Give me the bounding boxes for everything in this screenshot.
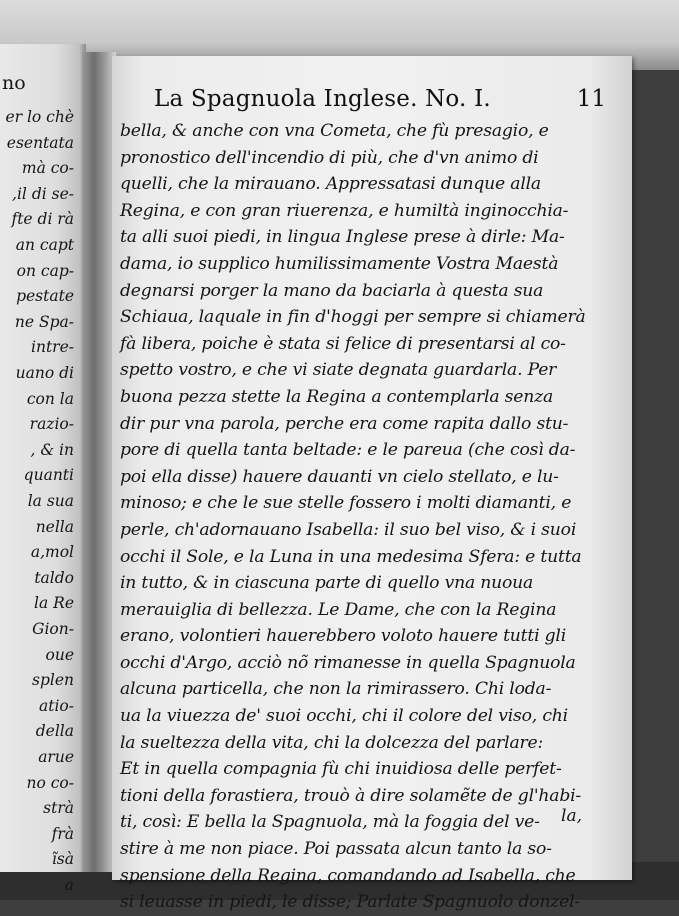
text-line: Et in quella compagnia fù chi inuidiosa delle perfet- <box>120 759 562 780</box>
left-page-line: strà <box>43 799 74 818</box>
left-page <box>0 44 86 894</box>
text-line: poi ella disse) hauere dauanti vn cielo stellato, e lu- <box>120 466 559 487</box>
text-line: la sueltezza della vita, chi la dolcezza del parlare: <box>120 732 544 753</box>
left-page-line: ne Spa- <box>14 312 74 331</box>
text-line: dir pur vna parola, perche era come rapita dallo stu- <box>120 413 569 434</box>
text-line: dama, io supplico humilissimamente Vostra Maestà <box>120 253 559 274</box>
left-page-line: quanti <box>23 466 74 485</box>
text-line: perle, ch'adornauano Isabella: il suo bel viso, & i suoi <box>120 519 577 540</box>
left-page-line: mà co- <box>21 159 74 178</box>
text-line: ua la viuezza de' suoi occhi, chi il colore del viso, chi <box>120 706 568 727</box>
left-page-line: della <box>35 722 74 741</box>
text-line: occhi il Sole, e la Luna in una medesima Sfera: e tutta <box>120 546 582 567</box>
left-page-heading: no <box>2 72 26 94</box>
left-page-line: razio- <box>29 415 74 434</box>
left-page-line: con la <box>26 389 74 408</box>
left-page-line: er lo chè <box>5 108 74 126</box>
left-page-line: la sua <box>27 492 74 510</box>
right-page <box>112 56 632 913</box>
text-line: Regina, e con gran riuerenza, e humiltà inginocchia- <box>120 200 569 221</box>
left-page-line: fte di rà <box>11 210 74 229</box>
left-page-line: no co- <box>26 773 74 792</box>
text-line: pore di quella tanta beltade: e le pareua (che così da- <box>120 440 576 461</box>
left-page-line: pestate <box>16 287 74 306</box>
left-page-line: Gion- <box>32 620 74 638</box>
left-page-line: a <box>64 876 74 894</box>
left-page-line: , & in <box>30 440 74 459</box>
text-line: fà libera, poiche è stata si felice di presentarsi al co- <box>120 333 566 354</box>
left-page-line: taldo <box>34 568 74 587</box>
left-page-line: arue <box>38 748 74 766</box>
text-line: spensione della Regina, comandando ad Isabella, che <box>120 865 576 886</box>
running-head-title: La Spagnuola Inglese. No. I. <box>154 86 491 112</box>
book-gutter <box>82 52 116 872</box>
text-line: buona pezza stette la Regina a contemplarla senza <box>120 386 554 407</box>
text-line: erano, volontieri hauerebbero voloto hauere tutti gli <box>120 626 567 647</box>
text-line: ti, così: E bella la Spagnuola, mà la foggia del ve- <box>120 812 540 833</box>
text-line: stire à me non piace. Poi passata alcun tanto la so- <box>120 839 552 860</box>
text-line: pronostico dell'incendio di più, che d'vn animo di <box>120 147 539 168</box>
text-line: alcuna particella, che non la rimirassero. Chi loda- <box>120 679 552 700</box>
left-page-line: oue <box>45 645 74 664</box>
catchword: la, <box>561 806 582 826</box>
left-page-line: splen <box>32 671 74 690</box>
text-line: ta alli suoi piedi, in lingua Inglese prese à dirle: Ma- <box>120 227 565 248</box>
left-page-line: esentata <box>6 133 74 152</box>
running-head <box>154 86 612 114</box>
left-page-line: an capt <box>15 236 74 254</box>
left-page-line: uano di <box>15 364 74 382</box>
left-page-line: ,il di se- <box>12 184 74 203</box>
body-text <box>120 118 620 916</box>
text-line: tioni della forastiera, trouò à dire solamẽte de gl'habi- <box>120 785 582 806</box>
text-line: in tutto, & in ciascuna parte di quello vna nuoua <box>120 573 534 594</box>
text-line: occhi d'Argo, acciò nõ rimanesse in quella Spagnuola <box>120 652 576 673</box>
text-line: degnarsi porger la mano da baciarla à questa sua <box>120 280 544 301</box>
left-page-line: la Re <box>34 594 74 613</box>
text-line: merauiglia di bellezza. Le Dame, che con la Regina <box>120 599 557 620</box>
text-line: bella, & anche con vna Cometa, che fù presagio, e <box>120 121 549 141</box>
page-number: 11 <box>576 86 606 112</box>
left-page-line: frà <box>51 824 74 843</box>
text-line: quelli, che la mirauano. Appressatasi dunque alla <box>120 174 541 195</box>
left-page-line: nella <box>35 517 74 536</box>
text-line: minoso; e che le sue stelle fossero i molti diamanti, e <box>120 493 572 514</box>
left-page-line: on cap- <box>16 261 74 280</box>
left-page-line: ĩsà <box>51 850 74 869</box>
text-line: spetto vostro, e che vi siate degnata guardarla. Per <box>120 360 557 381</box>
text-line: si leuasse in piedi, le disse; Parlate Spagnuolo donzel- <box>120 892 580 913</box>
left-page-line: a,mol <box>30 543 74 562</box>
left-page-line: atio- <box>39 696 74 715</box>
left-page-line: intre- <box>31 338 74 357</box>
text-line: Schiaua, laquale in fin d'hoggi per sempre si chiamerà <box>120 307 586 328</box>
